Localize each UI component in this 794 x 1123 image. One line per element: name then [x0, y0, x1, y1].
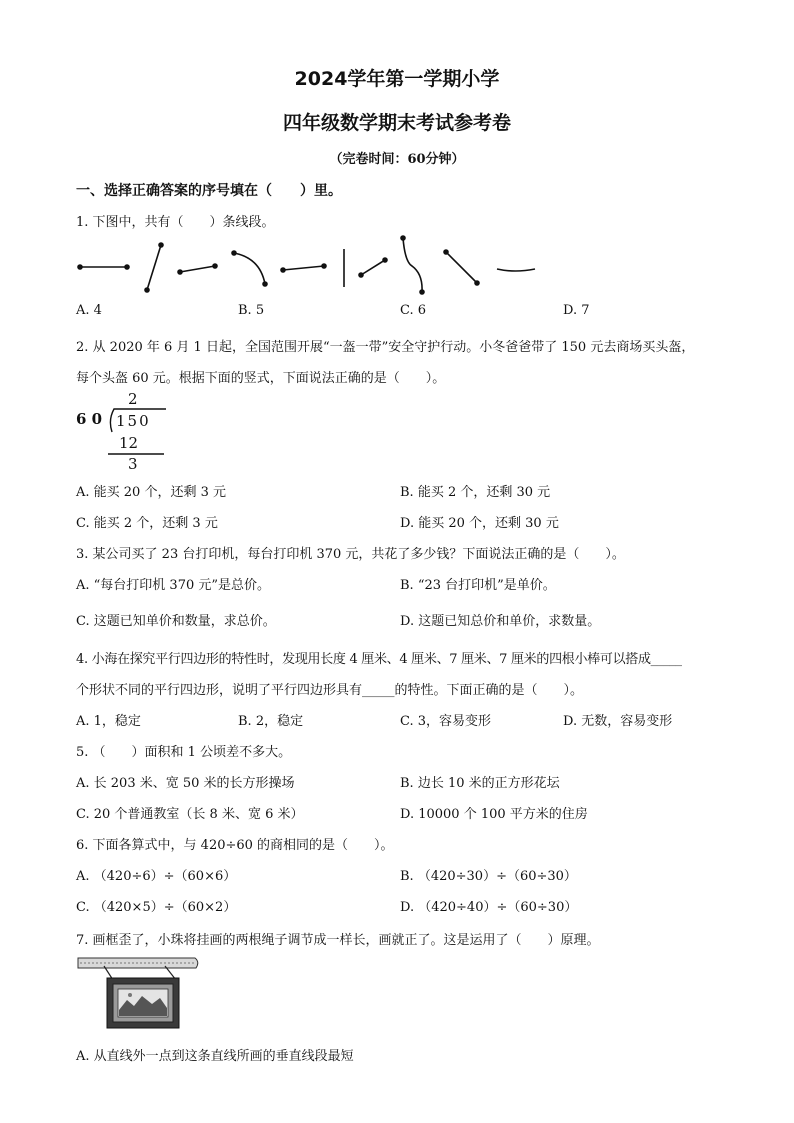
q4-option-a[interactable]: A. 1，稳定	[76, 714, 141, 729]
q6-option-b[interactable]: B. （420÷30）÷（60÷30）	[400, 869, 577, 884]
q3-option-b[interactable]: B. “23 台打印机”是单价。	[400, 578, 556, 593]
question-6-text: 6. 下面各算式中，与 420÷60 的商相同的是（ ）。	[76, 838, 394, 853]
section-heading: 一、选择正确答案的序号填在（ ）里。	[76, 183, 342, 199]
question-7-text: 7. 画框歪了，小珠将挂画的两根绳子调节成一样长，画就正了。这是运用了（ ）原理。	[76, 933, 600, 948]
q4-option-c[interactable]: C. 3，容易变形	[400, 714, 492, 729]
question-3-text: 3. 某公司买了 23 台打印机，每台打印机 370 元，共花了多少钱？下面说法正确的是（ ）。	[76, 547, 625, 562]
q1-option-c[interactable]: C. 6	[400, 303, 427, 318]
division-dividend: 150	[116, 412, 151, 430]
question-4-line-1: 4. 小海在探究平行四边形的特性时，发现用长度 4 厘米、4 厘米、7 厘米、7 厘米的四根小棒可以搭成_____	[76, 652, 682, 667]
exam-title: 2024学年第一学期小学	[294, 68, 500, 90]
q4-option-d[interactable]: D. 无数，容易变形	[563, 714, 673, 729]
q5-option-a[interactable]: A. 长 203 米、宽 50 米的长方形操场	[76, 776, 295, 791]
q3-option-d[interactable]: D. 这题已知总价和单价，求数量。	[400, 614, 601, 629]
q2-option-a[interactable]: A. 能买 20 个，还剩 3 元	[76, 485, 226, 500]
division-quotient: 2	[128, 390, 138, 408]
q2-option-b[interactable]: B. 能买 2 个，还剩 30 元	[400, 485, 551, 500]
q1-option-a[interactable]: A. 4	[76, 303, 102, 318]
q1-option-b[interactable]: B. 5	[238, 303, 265, 318]
q1-option-d[interactable]: D. 7	[563, 303, 590, 318]
q6-option-d[interactable]: D. （420÷40）÷（60÷30）	[400, 900, 578, 915]
q2-option-d[interactable]: D. 能买 20 个，还剩 30 元	[400, 516, 559, 531]
q4-option-b[interactable]: B. 2，稳定	[238, 714, 304, 729]
q5-option-d[interactable]: D. 10000 个 100 平方米的住房	[400, 807, 588, 822]
q2-option-c[interactable]: C. 能买 2 个，还剩 3 元	[76, 516, 218, 531]
question-4-line-2: 个形状不同的平行四边形，说明了平行四边形具有_____的特性。下面正确的是（ ）。	[76, 683, 584, 698]
exam-time: （完卷时间：60分钟）	[329, 152, 465, 167]
exam-subtitle: 四年级数学期末考试参考卷	[282, 112, 511, 134]
question-5-text: 5. （ ）面积和 1 公顷差不多大。	[76, 745, 292, 760]
question-2-line-1: 2. 从 2020 年 6 月 1 日起，全国范围开展“一盔一带”安全守护行动。小冬爸爸带了 150 元去商场买头盔，	[76, 340, 695, 355]
question-1-text: 1. 下图中，共有（ ）条线段。	[76, 215, 275, 230]
q3-option-a[interactable]: A. “每台打印机 370 元”是总价。	[76, 578, 271, 593]
q6-option-a[interactable]: A. （420÷6）÷（60×6）	[76, 869, 237, 884]
q3-option-c[interactable]: C. 这题已知单价和数量，求总价。	[76, 614, 276, 629]
q5-option-b[interactable]: B. 边长 10 米的正方形花坛	[400, 776, 560, 791]
q7-option-a[interactable]: A. 从直线外一点到这条直线所画的垂直线段最短	[76, 1049, 354, 1064]
division-remainder: 3	[128, 455, 138, 473]
question-2-line-2: 每个头盔 60 元。根据下面的竖式，下面说法正确的是（ ）。	[76, 371, 446, 386]
q6-option-c[interactable]: C. （420×5）÷（60×2）	[76, 900, 237, 915]
q5-option-c[interactable]: C. 20 个普通教室（长 8 米、宽 6 米）	[76, 807, 304, 822]
division-divisor: 6 0	[76, 410, 103, 428]
division-product: 12	[119, 434, 139, 452]
